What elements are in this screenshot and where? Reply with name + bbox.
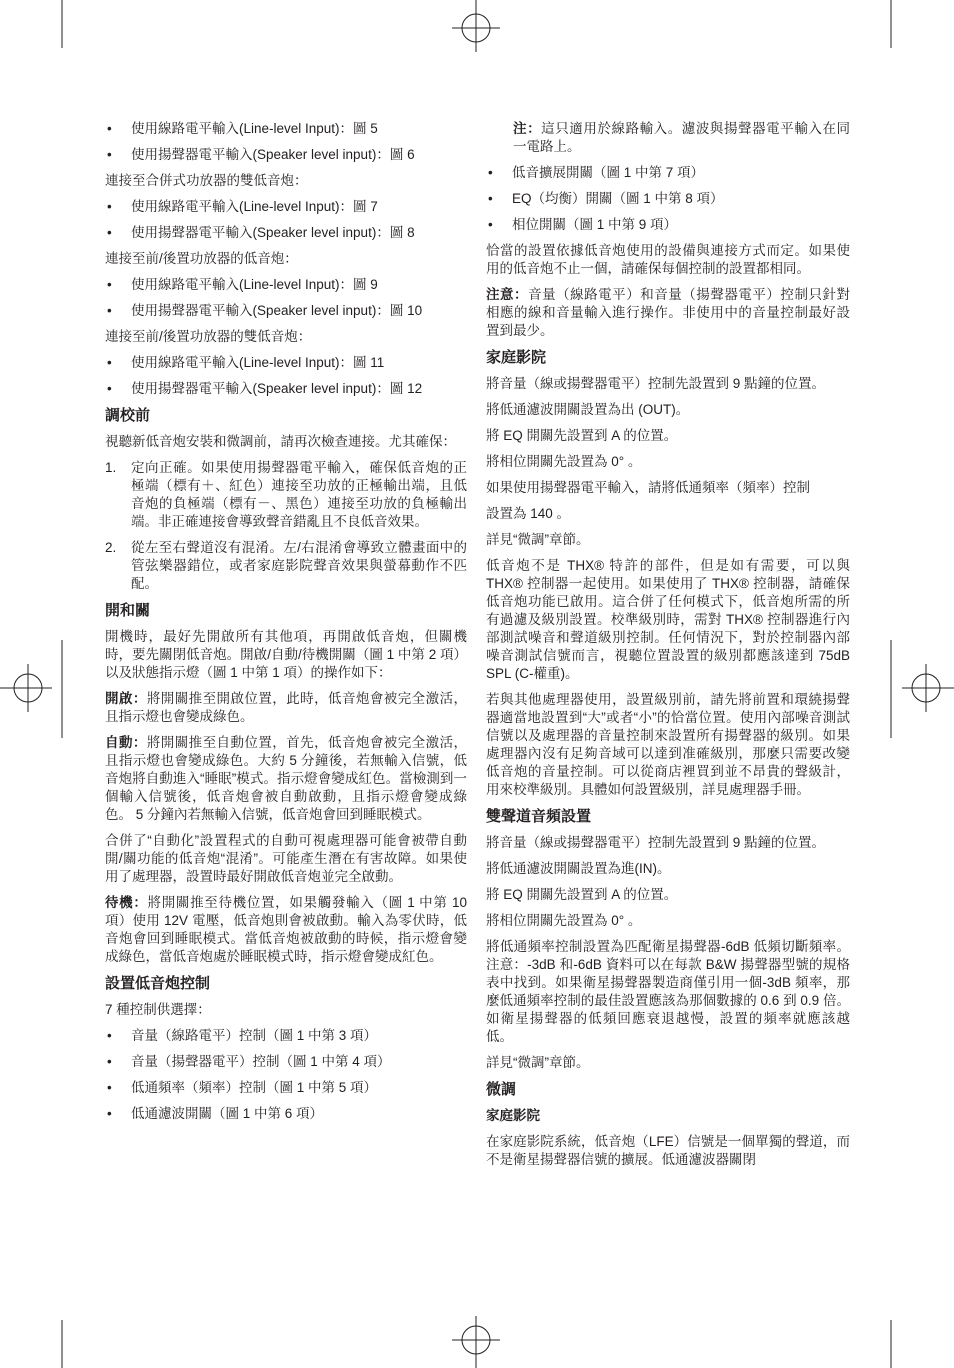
paragraph: 開機時，最好先開啟所有其他項，再開啟低音炮，但關機時，要先關閉低音炮。開啟/自動/待機開關（圖 1 中第 2 項）以及狀態指示燈（圖 1 中第 1 項）的操作如下： [105, 629, 467, 680]
paragraph: 視聽新低音炮安裝和微調前，請再次檢查連接。尤其確保： [105, 434, 456, 449]
paragraph-text: 將開關推至開啟位置，此時，低音炮會被完全激活，且指示燈也會變成綠色。 [105, 691, 468, 724]
paragraph: 低音炮不是 THX® 特許的部件，但是如有需要，可以與 THX® 控制器一起使用。如果使用了 THX® 控制器，請確保低音炮功能已啟用。這合併了任何模式下，低音炮所需的所有過濾及級別設置。校準級別時，需對 THX® 控制器進行內部測試噪音和聲道級別控制。任何情況下，對於控制器內部噪音測試信號而言，視聽位置設置的級別都應該達到 75dB SPL (C-權重)。 [486, 558, 850, 681]
list-item: • 音量（揚聲器電平）控制（圖 1 中第 4 項） [105, 1053, 467, 1071]
paragraph [105, 894, 467, 966]
list-item: • 使用線路電平輸入(Line-level Input)：圖 11 [105, 354, 467, 372]
paragraph: 詳見“微調”章節。 [486, 1055, 590, 1070]
list-item: • 音量（線路電平）控制（圖 1 中第 3 項） [105, 1027, 467, 1045]
item-number: 2. [105, 540, 117, 555]
paragraph: 若與其他處理器使用，設置級別前，請先將前置和環繞揚聲器適當地設置到“大”或者“小”的恰當位置。使用內部噪音測試信號以及處理器的音量控制來設置所有揚聲器的級別。如果處理器內沒有足夠音域可以達到准確級別，那麼只需要改變低音炮的音量控制。可以從商店裡買到並不昂貴的聲級計，用來校準級別。具體如何設置級別，詳見處理器手冊。 [486, 692, 850, 797]
item-text: 定向正確。如果使用揚聲器電平輸入，確保低音炮的正極端（標有＋、紅色）連接至功放的正極輸出端，且低音炮的負極端（標有－、黑色）連接至功放的負極輸出端。非正確連接會導致聲音錯亂且不良低音效果。 [131, 460, 467, 529]
list-item: • 使用揚聲器電平輸入(Speaker level input)：圖 12 [105, 380, 467, 398]
paragraph: 將 EQ 開關先設置到 A 的位置。 [486, 428, 678, 443]
bold-label: 開啟： [105, 691, 147, 706]
list-item: • 低通頻率（頻率）控制（圖 1 中第 5 項） [105, 1079, 467, 1097]
list-item: • 低音擴展開關（圖 1 中第 7 項） [486, 164, 850, 182]
list-item: • 使用揚聲器電平輸入(Speaker level input)：圖 10 [105, 302, 467, 320]
list-item: • 使用線路電平輸入(Line-level Input)：圖 7 [105, 198, 467, 216]
right-column [486, 120, 850, 1177]
bold-label: 注意： [486, 287, 529, 302]
numbered-item [105, 459, 467, 531]
paragraph [105, 690, 467, 726]
list-item: • 使用揚聲器電平輸入(Speaker level input)：圖 8 [105, 224, 467, 242]
item-number: 1. [105, 460, 117, 475]
paragraph: 將音量（線或揚聲器電平）控制先設置到 9 點鐘的位置。 [486, 835, 826, 850]
list-item: • 相位開關（圖 1 中第 9 項） [486, 216, 850, 234]
paragraph: 將低通濾波開關設置為進(IN)。 [486, 861, 671, 876]
paragraph: 7 種控制供選擇： [105, 1002, 211, 1017]
paragraph: 將音量（線或揚聲器電平）控制先設置到 9 點鐘的位置。 [486, 376, 826, 391]
paragraph: 詳見“微調”章節。 [486, 532, 590, 547]
paragraph: 連接至前/後置功放器的雙低音炮： [105, 329, 312, 344]
paragraph: 將低通頻率控制設置為匹配衛星揚聲器-6dB 低頻切斷頻率。注意：-3dB 和-6dB 資料可以在每款 B&W 揚聲器型號的規格表中找到。如果衛星揚聲器製造商僅引用一個-3dB 頻率，那麼低通頻率控制的最佳設置應該為那個數據的 0.6 到 0.9 倍。如衛星揚聲器的低頻回應衰退越慢，設置的頻率就應該越低。 [486, 939, 850, 1044]
registration-mark-bottom-icon [452, 1316, 500, 1368]
list-item: • 使用線路電平輸入(Line-level Input)：圖 9 [105, 276, 467, 294]
subsection-heading: 家庭影院 [486, 1108, 540, 1123]
paragraph: 合併了“自動化”設置程式的自動可視處理器可能會被帶自動開/關功能的低音炮“混淆”。可能產生潛在有害故障。如果使用了處理器，設置時最好開啟低音炮並完全啟動。 [105, 833, 467, 884]
section-heading: 雙聲道音頻設置 [486, 808, 592, 825]
paragraph: 如果使用揚聲器電平輸入，請將低通頻率（頻率）控制 [486, 480, 810, 495]
paragraph: 設置為 140 。 [486, 506, 571, 521]
registration-mark-right-icon [902, 664, 954, 712]
paragraph: 將相位開關先設置為 0° 。 [486, 913, 642, 928]
section-heading: 開和關 [105, 602, 151, 619]
paragraph: 連接至合併式功放器的雙低音炮： [105, 173, 308, 188]
section-heading: 調校前 [105, 407, 151, 424]
paragraph: 將相位開關先設置為 0° 。 [486, 454, 642, 469]
paragraph: 連接至前/後置功放器的低音炮： [105, 251, 298, 266]
item-text: 從左至右聲道沒有混淆。左/右混淆會導致立體畫面中的管弦樂器錯位，或者家庭影院聲音效果與螢幕動作不匹配。 [131, 540, 467, 591]
registration-mark-top-icon [452, 0, 500, 52]
numbered-item [105, 539, 467, 593]
paragraph [105, 734, 467, 824]
section-heading: 設置低音炮控制 [105, 975, 211, 992]
bold-label: 注： [513, 121, 542, 136]
paragraph: 將低通濾波開關設置為出 (OUT)。 [486, 402, 690, 417]
list-item: • 使用線路電平輸入(Line-level Input)：圖 5 [105, 120, 467, 138]
list-item: • EQ（均衡）開關（圖 1 中第 8 項） [486, 190, 850, 208]
section-heading: 微調 [486, 1081, 517, 1098]
list-item: • 低通濾波開關（圖 1 中第 6 項） [105, 1105, 467, 1123]
paragraph: 恰當的設置依據低音炮使用的設備與連接方式而定。如果使用的低音炮不止一個，請確保每個控制的設置都相同。 [486, 243, 850, 276]
section-heading: 家庭影院 [486, 349, 547, 366]
note [513, 120, 850, 156]
list-item: • 使用揚聲器電平輸入(Speaker level input)：圖 6 [105, 146, 467, 164]
bold-label: 待機： [105, 895, 148, 910]
note-text: 這只適用於線路輸入。濾波與揚聲器電平輸入在同一電路上。 [513, 121, 851, 154]
paragraph: 在家庭影院系統，低音炮（LFE）信號是一個單獨的聲道，而不是衛星揚聲器信號的擴展。低通濾波器關閉 [486, 1134, 850, 1167]
paragraph-text: 將開關推至自動位置，首先，低音炮會被完全激活，且指示燈也會變成綠色。大約 5 分鐘後，若無輸入信號，低音炮將自動進入“睡眠”模式。指示燈會變成紅色。當檢測到一個輸入信號後，低音炮會被自動啟動，且指示燈會變成綠色。 5 分鐘內若無輸入信號，低音炮會回到睡眠模式。 [105, 735, 468, 822]
registration-mark-left-icon [0, 664, 52, 712]
paragraph: 將 EQ 開關先設置到 A 的位置。 [486, 887, 678, 902]
paragraph-text: 音量（線路電平）和音量（揚聲器電平）控制只針對相應的線和音量輸入進行操作。非使用中的音量控制最好設置到最少。 [486, 287, 851, 338]
paragraph-text: 將開關推至待機位置，如果觸發輸入（圖 1 中第 10 項）使用 12V 電壓，低音炮則會被啟動。輸入為零伏時，低音炮會回到睡眠模式。當低音炮被啟動的時候，指示燈會變成綠色，當低音炮處於睡眠模式時，指示燈會變成紅色。 [105, 895, 467, 964]
bold-label: 自動： [105, 735, 147, 750]
paragraph [486, 286, 850, 340]
left-column [105, 120, 467, 1131]
